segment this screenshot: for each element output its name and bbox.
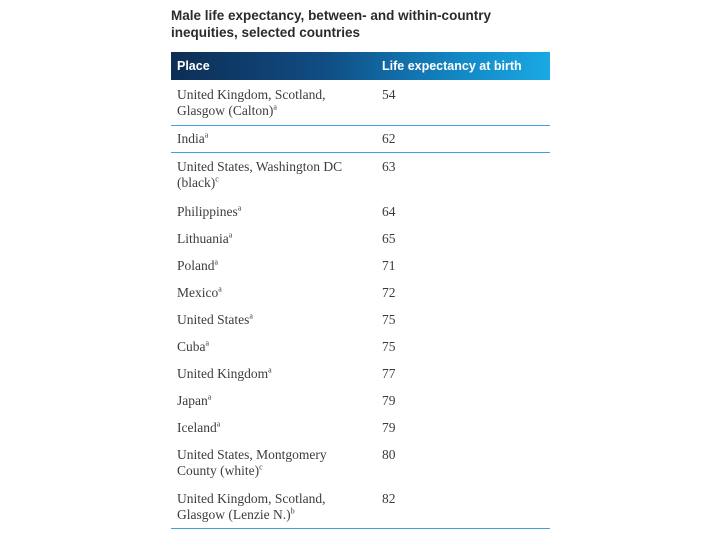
table-row — [171, 361, 550, 388]
table-row — [171, 415, 550, 442]
place-cell — [171, 339, 376, 355]
table-row — [171, 253, 550, 280]
place-line-1: Cuba — [177, 339, 206, 354]
footnote-mark: a — [228, 230, 233, 240]
value-cell: 79 — [382, 393, 396, 408]
table-row — [171, 388, 550, 415]
value-cell: 62 — [382, 131, 396, 146]
place-line-1: Philippines — [177, 204, 238, 219]
life-expectancy-table — [171, 52, 550, 529]
place-cell — [171, 231, 376, 247]
value-cell: 77 — [382, 366, 396, 381]
footnote-mark: a — [214, 257, 219, 267]
table-header — [171, 52, 550, 80]
column-header-place: Place — [177, 59, 210, 73]
place-cell — [171, 131, 376, 147]
place-cell — [171, 312, 376, 328]
value-cell: 80 — [382, 447, 396, 462]
place-line-1: United Kingdom, Scotland, — [177, 87, 326, 102]
value-cell: 75 — [382, 339, 396, 354]
place-line-1: United States, Montgomery — [177, 447, 327, 462]
table-row — [171, 80, 550, 126]
place-line-1: Japan — [177, 393, 208, 408]
value-cell: 79 — [382, 420, 396, 435]
place-line-1: United Kingdom — [177, 366, 269, 381]
place-cell — [171, 447, 376, 479]
footnote-mark: a — [216, 419, 221, 429]
title-line-2: inequities, selected countries — [171, 25, 361, 40]
place-line-1: Lithuania — [177, 231, 229, 246]
place-line-1: United Kingdom, Scotland, — [177, 491, 326, 506]
place-cell — [171, 258, 376, 274]
place-line-1: Mexico — [177, 285, 219, 300]
place-cell — [171, 420, 376, 436]
table-row — [171, 226, 550, 253]
footnote-mark: a — [207, 392, 212, 402]
value-cell: 72 — [382, 285, 396, 300]
place-cell — [171, 366, 376, 382]
value-cell: 64 — [382, 204, 396, 219]
place-cell — [171, 159, 376, 191]
value-cell: 82 — [382, 491, 396, 506]
place-line-1: United States, Washington DC — [177, 159, 343, 174]
place-cell — [171, 87, 376, 119]
place-line-1: Iceland — [177, 420, 217, 435]
footnote-mark: a — [268, 365, 272, 375]
place-line-1: United States — [177, 312, 250, 327]
place-line-2: (black) — [177, 175, 216, 190]
table-title — [171, 7, 571, 41]
place-line-2: Glasgow (Lenzie N.) — [177, 507, 291, 522]
table-row — [171, 334, 550, 361]
place-line-1: Poland — [177, 258, 215, 273]
footnote-mark: a — [205, 338, 210, 348]
value-cell: 71 — [382, 258, 396, 273]
place-line-2: Glasgow (Calton) — [177, 103, 274, 118]
table-row — [171, 442, 550, 486]
table-row — [171, 153, 550, 199]
footnote-mark: c — [259, 462, 263, 472]
title-line-1: Male life expectancy, between- and within-country — [171, 8, 492, 23]
footnote-mark: a — [237, 203, 242, 213]
footnote-mark: a — [273, 102, 277, 112]
place-line-2: County (white) — [177, 463, 260, 478]
value-cell: 54 — [382, 87, 396, 102]
place-cell — [171, 491, 376, 523]
value-cell: 75 — [382, 312, 396, 327]
footnote-mark: a — [204, 130, 209, 140]
table-row — [171, 307, 550, 334]
table-row — [171, 280, 550, 307]
place-cell — [171, 204, 376, 220]
footnote-mark: a — [218, 284, 222, 294]
table-row — [171, 199, 550, 226]
column-header-life-expectancy: Life expectancy at birth — [382, 59, 522, 73]
place-line-1: India — [177, 131, 205, 146]
table-row — [171, 126, 550, 153]
footnote-mark: a — [249, 311, 253, 321]
footnote-mark: b — [290, 506, 295, 516]
table-row — [171, 486, 550, 529]
value-cell: 65 — [382, 231, 396, 246]
footnote-mark: c — [215, 174, 219, 184]
place-cell — [171, 285, 376, 301]
place-cell — [171, 393, 376, 409]
value-cell: 63 — [382, 159, 396, 174]
